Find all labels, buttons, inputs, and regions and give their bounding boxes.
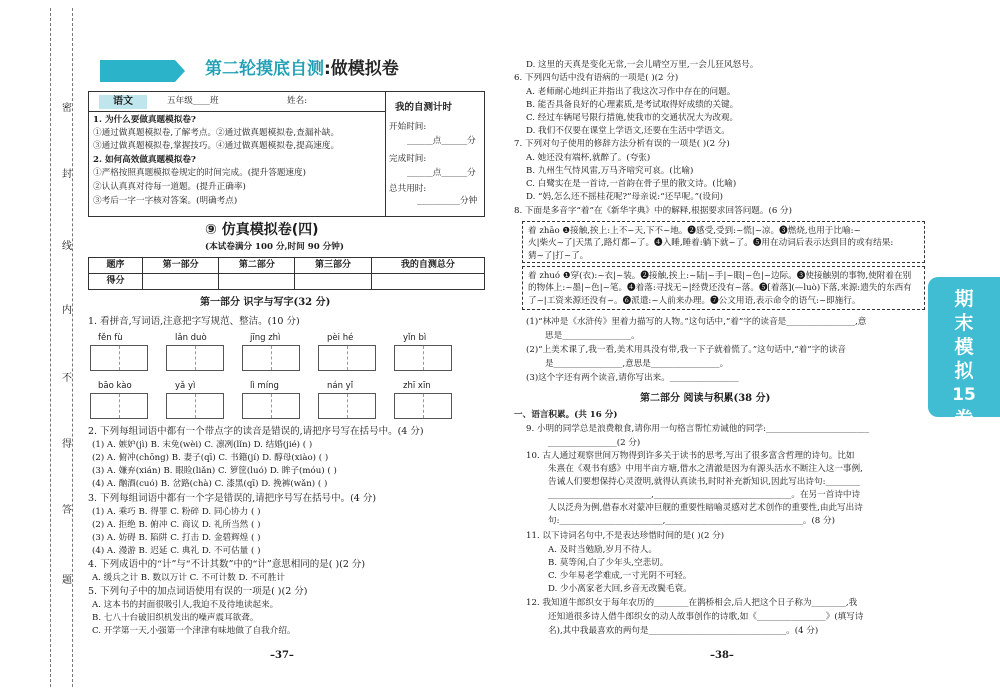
side-tab-final-mock bbox=[928, 277, 1000, 430]
option-row: A. 缓兵之计 B. 数以万计 C. 不可计数 D. 不可胜计 bbox=[92, 573, 285, 583]
pinyin: nán yǐ bbox=[327, 381, 354, 391]
score-cell[interactable] bbox=[371, 274, 484, 290]
dict-line: 的物体上:~墨|~色|~笔。❹着落:寻找无~|经费还没有~落。❺[着落](—luò)下落,来源:遗失的东西有 bbox=[528, 283, 912, 294]
seal-char: 得 bbox=[62, 439, 72, 450]
q8-sub2: (2)“上美术课了,我一看,美术用具没有带,我一下子就着慌了。”这句话中,“着”字的读音 bbox=[526, 345, 846, 355]
question-8: 8. 下面是多音字“着”在《新华字典》中的解释,根据要求回答问题。(6 分) bbox=[514, 206, 792, 216]
pinyin: bāo kào bbox=[98, 381, 132, 391]
dict-line: 着 zhāo ❶接触,挨上:上不~天,下不~地。❷感受,受到:~慌|~凉。❸燃烧,也用于比喻:~ bbox=[528, 226, 861, 236]
q8-sub3[interactable]: (3)这个字还有两个读音,请你写出来。________________ bbox=[526, 373, 739, 383]
option-row: A. 老师耐心地纠正并指出了我这次习作中存在的问题。 bbox=[526, 87, 736, 97]
pinyin: yǐn bì bbox=[403, 333, 427, 343]
seal-char: 答 bbox=[62, 505, 72, 516]
score-cell[interactable] bbox=[219, 274, 295, 290]
score-header: 第二部分 bbox=[219, 258, 295, 274]
grade-class-field[interactable]: 五年级____班 bbox=[167, 96, 219, 106]
option-row: (3) A. 嫌弃(xián) B. 眼睑(liǎn) C. 箩筐(luó) D. 眸子(móu) ( ) bbox=[92, 466, 337, 476]
part2-heading: 第二部分 阅读与积累(38 分) bbox=[640, 393, 771, 404]
dict-line: 了~|工资来源还没有~。❻派遣:~人前来办理。❼公文用语,表示命令的语气:~即施行。 bbox=[528, 295, 861, 306]
seal-char: 内 bbox=[62, 305, 72, 316]
exam-note: (本试卷满分 100 分,时间 90 分钟) bbox=[205, 242, 344, 252]
question-12-line[interactable]: 还知道很多诗人借牛郎织女的动人故事创作的诗歌,如《________________》(填写诗 bbox=[548, 612, 864, 622]
info-q1-title: 1. 为什么要做真题模拟卷? bbox=[93, 115, 196, 125]
q8-sub1: (1)“林冲是《水浒传》里着力描写的人物。”这句话中,“着”字的读音是________________,意 bbox=[526, 317, 867, 327]
option-row: D. “妈,怎么还不摇桂花呢?”母亲说:“还早呢。”(设问) bbox=[526, 192, 723, 202]
q8-sub2-cont[interactable]: 是________________,意思是________________。 bbox=[545, 359, 729, 369]
info-box bbox=[88, 91, 485, 217]
finish-time-field[interactable]: ______点______分 bbox=[407, 168, 476, 178]
tab-char: 末 bbox=[954, 312, 974, 334]
answer-grid[interactable] bbox=[166, 393, 224, 419]
answer-grid[interactable] bbox=[394, 393, 452, 419]
option-row: (2) A. 拒绝 B. 俯冲 C. 商议 D. 礼所当然 ( ) bbox=[92, 520, 261, 530]
question-10-line: 人以泛舟为例,借春水对蒙冲巨舰的重要性暗喻灵感对艺术创作的重要性,由此写出诗 bbox=[548, 503, 863, 513]
option-row: C. 白鹭实在是一首诗,一首韵在骨子里的散文诗。(比喻) bbox=[526, 179, 737, 189]
option-row: A. 她还没有端杯,就醉了。(夸张) bbox=[526, 153, 651, 163]
option-row: B. 能否具备良好的心理素质,是考试取得好成绩的关键。 bbox=[526, 100, 739, 110]
page-number-left: –37– bbox=[270, 650, 294, 661]
option-row: (3) A. 妨碍 B. 陷阱 C. 打击 D. 金碧辉煌 ( ) bbox=[92, 533, 261, 543]
tab-char: 期 bbox=[954, 288, 974, 310]
tab-char: 模 bbox=[954, 336, 974, 358]
dict-line: 猜~了|打~了。 bbox=[528, 250, 589, 261]
info-q2-line: ②认认真真对待每一道题。(提升正确率) bbox=[93, 182, 246, 192]
dict-line: 火|柴火~了|天黑了,路灯都~了。❹入睡,睡着:躺下就~了。❺用在动词后表示达到目的或有结果: bbox=[528, 238, 894, 249]
answer-grid[interactable] bbox=[242, 393, 300, 419]
pinyin: yǎ yì bbox=[175, 381, 196, 391]
question-9[interactable]: 9. 小明的同学总是浪费粮食,请你用一句格言帮忙劝诫他的同学:________________________ bbox=[526, 424, 870, 434]
question-12-line[interactable]: 名),其中我最喜欢的两句是________________________________。(4 分) bbox=[548, 626, 819, 636]
option-row: (1) A. 乘巧 B. 得罪 C. 粉碎 D. 同心协力 ( ) bbox=[92, 507, 261, 517]
info-q1-line: ①通过做真题模拟卷,了解考点。②通过做真题模拟卷,查漏补缺。 bbox=[93, 128, 340, 138]
question-5: 5. 下列句子中的加点词语使用有误的一项是( )(2 分) bbox=[88, 586, 308, 597]
question-1: 1. 看拼音,写词语,注意把字写规范、整洁。(10 分) bbox=[88, 316, 300, 327]
option-row: B. 莫等闲,白了少年头,空悲切。 bbox=[548, 558, 669, 568]
pinyin: pèi hé bbox=[327, 333, 354, 343]
score-cell[interactable] bbox=[143, 274, 219, 290]
question-6: 6. 下列四句话中没有语病的一项是( )(2 分) bbox=[514, 73, 679, 83]
part1-heading: 第一部分 识字与写字(32 分) bbox=[200, 297, 331, 308]
dictionary-entry-zhao bbox=[522, 221, 925, 263]
score-label: 得分 bbox=[89, 274, 143, 290]
question-10-line[interactable]: 告诫人们要想保持心灵澄明,就得认真读书,时时补充新知识,因此写出诗句:________ bbox=[548, 477, 860, 487]
question-10: 10. 古人通过观察世间万物得到许多关于读书的思考,写出了很多富含哲理的诗句。比如 bbox=[526, 451, 855, 461]
info-q2-title: 2. 如何高效做真题模拟卷? bbox=[93, 155, 196, 165]
dictionary-entry-zhuo bbox=[522, 266, 925, 310]
seal-char: 题 bbox=[62, 575, 72, 586]
info-q2-line: ①严格按照真题模拟卷规定的时间完成。(提升答题速度) bbox=[93, 168, 306, 178]
exam-title: ⑨ 仿真模拟卷(四) bbox=[205, 222, 319, 238]
score-header: 题序 bbox=[89, 258, 143, 274]
timer-title: 我的自测计时 bbox=[395, 102, 453, 113]
dict-line: 着 zhuó ❶穿(衣):~衣|~装。❷接触,挨上:~陆|~手|~眼|~色|~边际。❸使接触别的事物,使附着在别 bbox=[528, 271, 912, 281]
seal-char: 密 bbox=[62, 103, 72, 114]
page-title: 第二轮摸底自测:做模拟卷 bbox=[205, 59, 399, 79]
pinyin: zhī xīn bbox=[403, 381, 431, 391]
finish-time-label: 完成时间: bbox=[389, 154, 427, 164]
question-9-cont[interactable]: ________________(2 分) bbox=[548, 438, 641, 448]
option-row: A. 及时当勉励,岁月不待人。 bbox=[548, 545, 657, 555]
question-7: 7. 下列对句子使用的修辞方法分析有误的一项是( )(2 分) bbox=[514, 139, 730, 149]
pinyin: lì míng bbox=[250, 381, 279, 391]
option-row: (1) A. 嫉妒(jì) B. 末免(wèi) C. 凛冽(lǐn) D. 结婚(jié) ( ) bbox=[92, 440, 313, 450]
seal-char: 线 bbox=[62, 241, 72, 252]
total-time-label: 总共用时: bbox=[389, 184, 427, 194]
question-11: 11. 以下诗词名句中,不是表达珍惜时间的是( )(2 分) bbox=[526, 531, 725, 541]
start-time-label: 开始时间: bbox=[389, 122, 427, 132]
pinyin: fěn fù bbox=[98, 333, 123, 343]
tab-char: 卷 bbox=[954, 408, 974, 430]
info-q2-line: ③考后一字一字核对答案。(明确考点) bbox=[93, 196, 238, 206]
score-header: 第三部分 bbox=[295, 258, 371, 274]
binding-line-outer bbox=[50, 8, 51, 687]
tab-char: 拟 bbox=[954, 360, 974, 382]
start-time-field[interactable]: ______点______分 bbox=[407, 136, 476, 146]
option-row: (4) A. 酗酒(cuó) B. 岔路(chà) C. 漆黑(qī) D. 挽裤(wǎn) ( ) bbox=[92, 479, 328, 489]
subject-tag: 语文 bbox=[99, 95, 147, 109]
answer-grid[interactable] bbox=[318, 393, 376, 419]
option-row: C. 开学第一天,小强第一个津津有味地做了自我介绍。 bbox=[92, 626, 296, 636]
q8-sub1-cont[interactable]: 思是________________。 bbox=[545, 331, 640, 341]
option-row: B. 九州生气恃风雷,万马齐喑究可哀。(比喻) bbox=[526, 166, 694, 176]
answer-grid[interactable] bbox=[242, 345, 300, 371]
answer-grid[interactable] bbox=[394, 345, 452, 371]
option-row: A. 这本书的封面很吸引人,我迫不及待地读起来。 bbox=[92, 600, 279, 610]
banner-ribbon bbox=[100, 60, 175, 82]
answer-grid[interactable] bbox=[166, 345, 224, 371]
answer-grid[interactable] bbox=[90, 393, 148, 419]
question-12[interactable]: 12. 我知道牛郎织女于每年农历的________在鹊桥相会,后人把这个日子称为________,我 bbox=[526, 598, 858, 608]
question-10-line[interactable]: 句:________________________,________________________________。(8 分) bbox=[548, 516, 835, 526]
question-10-line[interactable]: ________________________,________________________________。在另一首诗中诗 bbox=[548, 490, 861, 500]
name-field[interactable]: 姓名: bbox=[287, 96, 308, 106]
pinyin: jīng zhì bbox=[250, 333, 281, 343]
total-time-field[interactable]: __________分钟 bbox=[417, 196, 478, 206]
question-4: 4. 下列成语中的“计”与“不计其数”中的“计”意思相同的是( )(2 分) bbox=[88, 559, 366, 570]
question-2: 2. 下列每组词语中都有一个带点字的读音是错误的,请把序号写在括号中。(4 分) bbox=[88, 426, 424, 437]
option-row: C. 少年易老学难成,一寸光阴不可轻。 bbox=[548, 571, 692, 581]
answer-grid[interactable] bbox=[90, 345, 148, 371]
option-row: B. 七八十台破旧织机发出的噪声震耳欲聋。 bbox=[92, 613, 259, 623]
question-3: 3. 下列每组词语中都有一个字是错误的,请把序号写在括号中。(4 分) bbox=[88, 493, 377, 504]
pinyin: lǎn duò bbox=[175, 333, 207, 343]
answer-grid[interactable] bbox=[318, 345, 376, 371]
option-row: D. 我们不仅要在课堂上学语文,还要在生活中学语文。 bbox=[526, 126, 730, 136]
page-number-right: –38– bbox=[710, 650, 734, 661]
tab-char: 15 bbox=[952, 385, 976, 405]
score-table bbox=[88, 257, 485, 290]
score-header: 我的自测总分 bbox=[371, 258, 484, 274]
section-language: 一、语言积累。(共 16 分) bbox=[514, 410, 618, 420]
score-cell[interactable] bbox=[295, 274, 371, 290]
option-row: D. 这里的天真是变化无常,一会儿晴空万里,一会儿狂风怒号。 bbox=[526, 60, 759, 70]
option-row: D. 少小离家老大回,乡音无改鬓毛衰。 bbox=[548, 584, 692, 594]
score-header: 第一部分 bbox=[143, 258, 219, 274]
seal-char: 不 bbox=[62, 373, 72, 384]
info-q1-line: ③通过做真题模拟卷,掌握技巧。④通过做真题模拟卷,提高速度。 bbox=[93, 141, 340, 151]
option-row: C. 经过车辆尾号限行措施,使我市的交通状况大为改观。 bbox=[526, 113, 739, 123]
option-row: (4) A. 漫游 B. 迟延 C. 典礼 D. 不可估量 ( ) bbox=[92, 546, 261, 556]
question-10-line: 朱熹在《观书有感》中用半亩方塘,借水之清澈是因为有源头活水不断注入这一事例, bbox=[548, 464, 863, 474]
option-row: (2) A. 俯冲(chōng) B. 妻子(qī) C. 书籍(jí) D. 醇母(xiào) ( ) bbox=[92, 453, 329, 463]
seal-char: 封 bbox=[62, 169, 72, 180]
